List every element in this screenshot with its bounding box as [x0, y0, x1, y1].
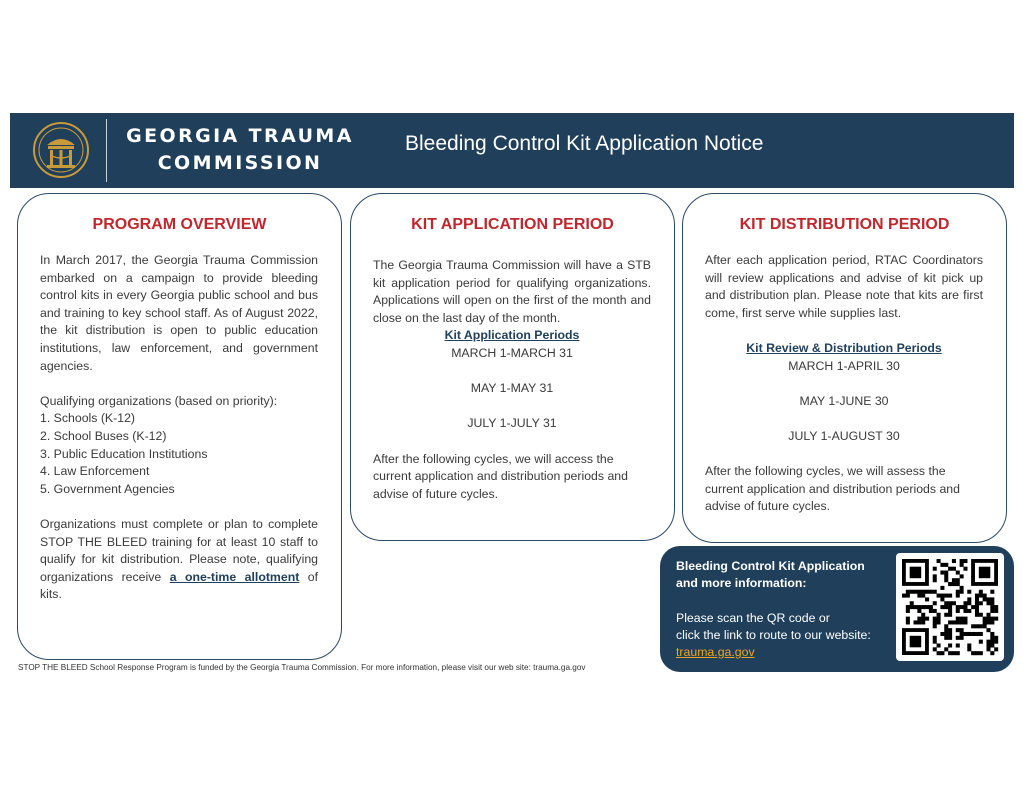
- program-closing-tail: of kits.: [40, 569, 319, 602]
- info-line1: Please scan the QR code or: [676, 611, 830, 625]
- kit-application-card: [350, 193, 675, 541]
- header-divider: [106, 119, 107, 182]
- one-time-allotment-emphasis: a one-time allotment: [169, 569, 300, 584]
- program-overview-body: [40, 252, 318, 604]
- program-overview-card: [17, 193, 342, 660]
- list-item: 4. Law Enforcement: [40, 464, 150, 479]
- kit-distribution-intro: After each application period, RTAC Coordinators will review applications and advise of kit pick up and distribution plan. Please note that kits are first come, first serve while supplies last.: [705, 253, 983, 320]
- distribution-period-item: MAY 1-JUNE 30: [799, 393, 889, 408]
- page-title: Bleeding Control Kit Application Notice: [405, 132, 764, 155]
- footer-note: STOP THE BLEED School Response Program is funded by the Georgia Trauma Commission. For more information, please visit our web site: trauma.ga.gov: [18, 663, 586, 672]
- list-item: 1. Schools (K-12): [40, 411, 136, 426]
- program-intro: In March 2017, the Georgia Trauma Commission embarked on a campaign to provide bleeding control kits in every Georgia public school and bus and training to key school staff. As of August 2022, the kit distribution is open to public education institutions, law enforcement, and government agencies.: [40, 253, 318, 373]
- info-box: [660, 546, 1014, 672]
- kit-distribution-heading: KIT DISTRIBUTION PERIOD: [739, 216, 950, 233]
- org-name-line2: COMMISSION: [157, 152, 323, 174]
- georgia-seal-icon: [32, 121, 90, 179]
- kit-distribution-closing: After the following cycles, we will assess the current application and distribution periods and advise of future cycles.: [705, 464, 960, 514]
- program-closing-text: Organizations must complete or plan to complete STOP THE BLEED training for at least 10 staff to qualify for kit distribution. Please note, qualifying organizations receive: [40, 516, 318, 584]
- qr-code-icon[interactable]: [896, 553, 1004, 661]
- qualifying-list: [40, 410, 318, 498]
- kit-application-heading: KIT APPLICATION PERIOD: [411, 216, 614, 233]
- header-bar: [10, 113, 1014, 188]
- kit-application-intro: The Georgia Trauma Commission will have a STB kit application period for qualifying organizations. Applications will open on the first of the month and close on the last day of the month.: [373, 258, 651, 325]
- kit-distribution-periods-label: Kit Review & Distribution Periods: [746, 340, 942, 355]
- list-item: 5. Government Agencies: [40, 481, 175, 496]
- list-item: 3. Public Education Institutions: [40, 446, 208, 461]
- info-line2: click the link to route to our website:: [676, 628, 871, 642]
- kit-application-periods-label: Kit Application Periods: [444, 328, 580, 343]
- qualifying-label: Qualifying organizations (based on priority):: [40, 393, 278, 408]
- info-box-text: [676, 610, 916, 661]
- kit-distribution-body: [705, 252, 983, 516]
- organization-name: [120, 123, 360, 177]
- application-period-item: JULY 1-JULY 31: [467, 416, 557, 431]
- kit-application-body: [373, 257, 651, 503]
- distribution-period-item: MARCH 1-APRIL 30: [788, 358, 900, 373]
- org-name-line1: GEORGIA TRAUMA: [126, 125, 354, 147]
- kit-application-closing: After the following cycles, we will access the current application and distribution periods and advise of future cycles.: [373, 451, 628, 501]
- kit-distribution-card: [682, 193, 1007, 543]
- program-closing: [40, 516, 318, 604]
- program-overview-heading: PROGRAM OVERVIEW: [92, 216, 267, 233]
- info-box-title: Bleeding Control Kit Application and more information:: [676, 559, 865, 590]
- website-link[interactable]: trauma.ga.gov: [676, 645, 755, 659]
- list-item: 2. School Buses (K-12): [40, 428, 167, 443]
- distribution-period-item: JULY 1-AUGUST 30: [788, 428, 900, 443]
- application-period-item: MAY 1-MAY 31: [470, 381, 554, 396]
- application-period-item: MARCH 1-MARCH 31: [451, 345, 573, 360]
